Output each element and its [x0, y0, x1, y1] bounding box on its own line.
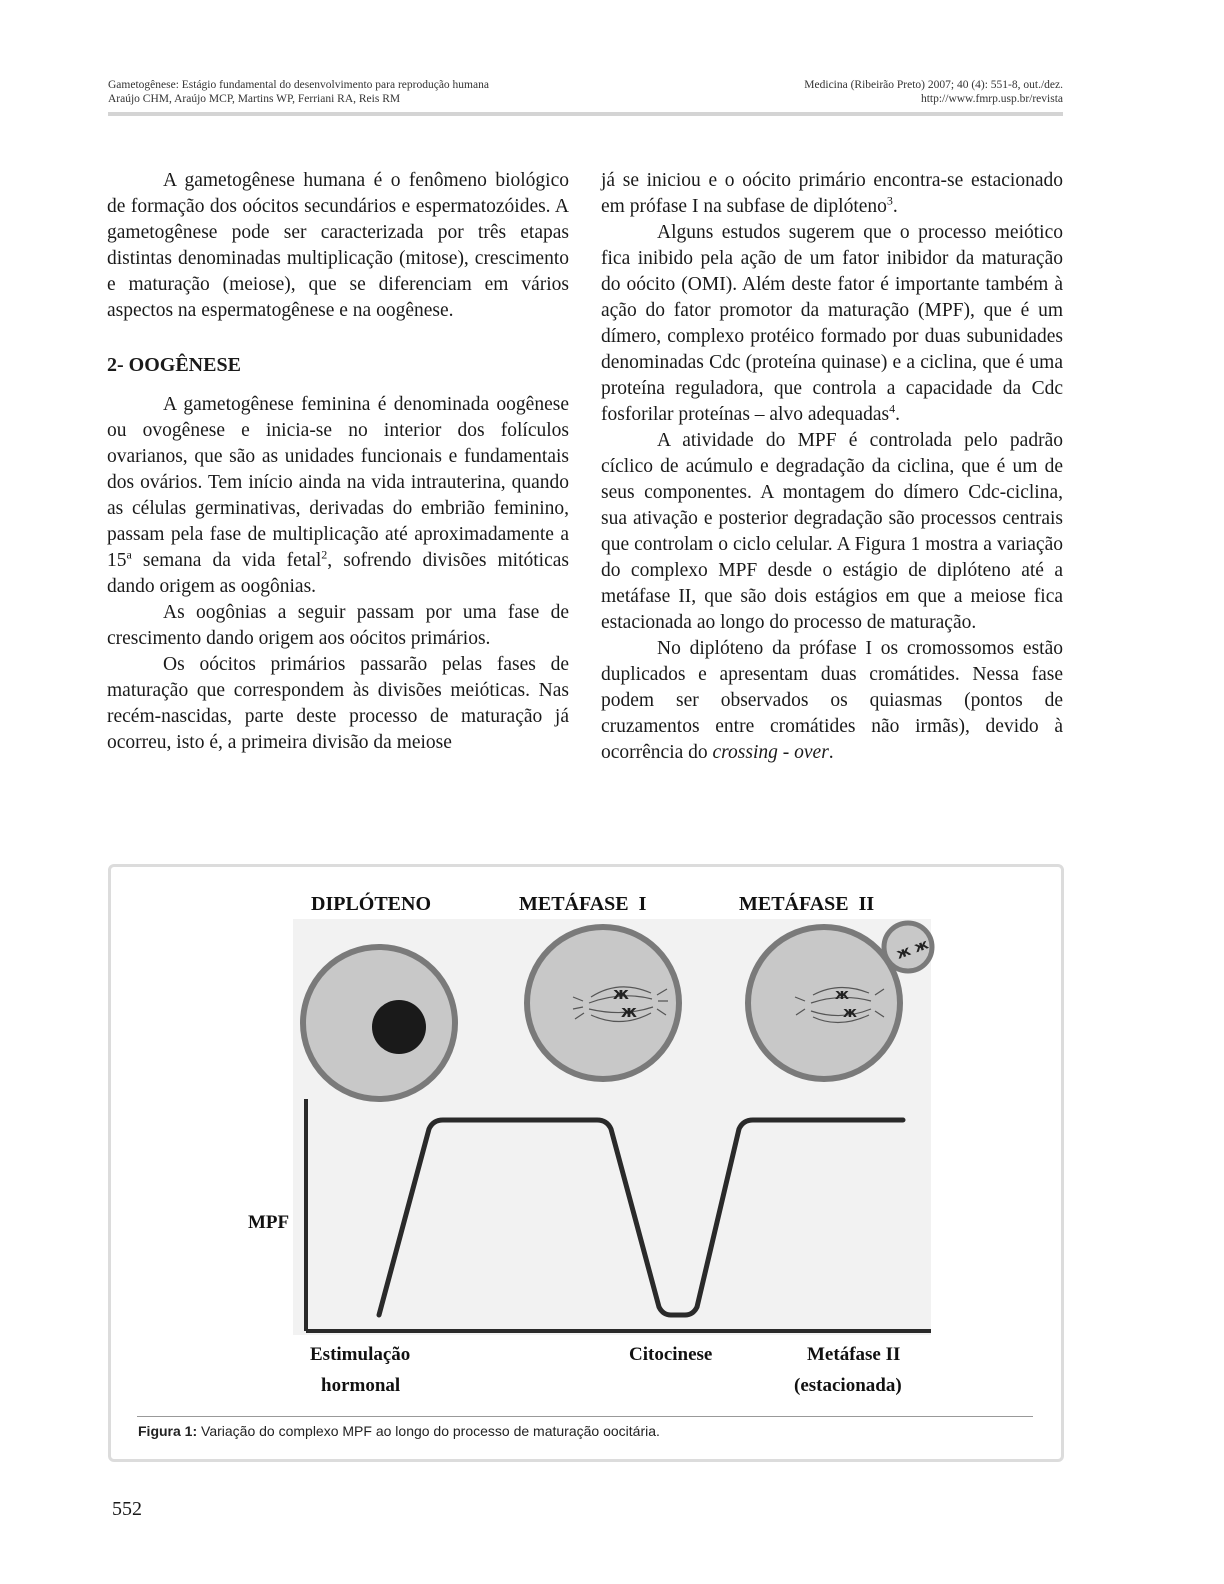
- axis-label-mpf: MPF: [248, 1212, 290, 1233]
- citation-ref: 4: [889, 401, 896, 416]
- header-right: [804, 78, 1063, 106]
- svg-text:ж ж: ж ж: [894, 936, 931, 963]
- right-column: [601, 168, 1063, 766]
- page-number: 552: [112, 1498, 142, 1520]
- stage-label-metafase-2: METÁFASE II: [739, 893, 875, 915]
- cell-metafase-1: [527, 927, 679, 1079]
- chromosome-glyph: ж: [843, 1005, 857, 1021]
- x-label-metafase-2: Metáfase II: [807, 1344, 901, 1365]
- caption-rule: [137, 1416, 1033, 1417]
- paragraph-oocitos: Os oócitos primários passarão pelas fases de maturação que correspondem às divisões meióticas. Nas recém-nascidas, parte deste processo de maturação já ocorreu, isto é, a primeira divisão da meiose: [107, 654, 569, 753]
- figure-1: [108, 864, 1064, 1462]
- paragraph-oogenese: A gametogênese feminina é denominada oogênese ou ovogênese e inicia-se no interior dos folículos ovarianos, que são as unidades funcionais e fundamentais dos ovários. Tem início ainda na vida intrauterina, quando as células germinativas, derivadas do embrião feminino, passam pela fase de multiplicação até aproximadamente a 15$^a$ semana da vida fetal$^2$, sofrendo divisões mitóticas dando origem as oogônias.: [107, 394, 570, 597]
- paragraph-diploteno: No diplóteno da prófase I os cromossomos estão duplicados e apresentam duas cromátides. Nessa fase podem ser observados os quiasmas (pontos de cruzamentos entre cromátides não irmãs), devido à ocorrência do crossing - over.: [601, 638, 1063, 763]
- header-authors: Araújo CHM, Araújo MCP, Martins WP, Ferriani RA, Reis RM: [108, 93, 401, 105]
- header-url[interactable]: http://www.fmrp.usp.br/revista: [920, 93, 1063, 105]
- citation-ref: 3: [886, 193, 893, 208]
- left-column: [107, 168, 569, 756]
- x-label-citocinese: Citocinese: [629, 1344, 713, 1365]
- chromosome-glyph: ж: [621, 1002, 637, 1021]
- polar-body: [884, 923, 932, 971]
- cell-diploteno: [303, 947, 455, 1099]
- header-left: [108, 78, 489, 106]
- stage-label-metafase-1: METÁFASE I: [519, 893, 647, 915]
- chromosome-glyph: ж: [835, 987, 849, 1003]
- running-header: [108, 78, 1063, 116]
- paragraph-oogonias: As oogônias a seguir passam por uma fase de crescimento dando origem aos oócitos primários.: [107, 602, 569, 649]
- paragraph-intro: A gametogênese humana é o fenômeno biológico de formação dos oócitos secundários e espermatozóides. A gametogênese pode ser caracterizada por três etapas distintas denominadas multiplicação (mitose), crescimento e maturação (meiose), que se diferenciam em vários aspectos na espermatogênese e na oogênese.: [107, 170, 569, 321]
- paragraph-mpf: Alguns estudos sugerem que o processo meiótico fica inibido pela ação de um fator inibidor da maturação do oócito (OMI). Além deste fator é importante também à ação do fator promotor da maturação (MPF), que é um dímero, complexo protéico formado por duas subunidades denominadas Cdc (proteína quinase) e a ciclina, que é uma proteína reguladora, que controla a capacidade da Cdc fosforilar proteínas – alvo adequadas$^4$.: [601, 222, 1063, 425]
- x-label-estimulacao: Estimulação: [310, 1344, 411, 1365]
- stage-label-diploteno: DIPLÓTENO: [311, 893, 432, 915]
- paragraph-continuation: já se iniciou e o oócito primário encontra-se estacionado em prófase I na subfase de diplóteno$^3$.: [601, 170, 1063, 217]
- figure-caption: Figura 1: Variação do complexo MPF ao longo do processo de maturação oocitária.: [138, 1423, 660, 1439]
- chromosome-glyph: ж: [613, 984, 629, 1003]
- paragraph-mpf-activity: A atividade do MPF é controlada pelo padrão cíclico de acúmulo e degradação da ciclina, que é um de seus componentes. A montagem do dímero Cdc-ciclina, sua ativação e posterior degradação são processos centrais que controlam o ciclo celular. A Figura 1 mostra a variação do complexo MPF desde o estágio de diplóteno até a metáfase II, que são dois estágios em que a meiose fica estacionada ao longo do processo de maturação.: [601, 430, 1063, 633]
- header-journal: Medicina (Ribeirão Preto) 2007; 40 (4): 551-8, out./dez.: [804, 79, 1063, 91]
- nucleus: [372, 1000, 426, 1054]
- citation-ref: 2: [321, 547, 328, 562]
- header-article-title: Gametogênese: Estágio fundamental do desenvolvimento para reprodução humana: [108, 79, 489, 91]
- x-label-hormonal: hormonal: [321, 1375, 401, 1396]
- figure-1-illustration: [111, 867, 1061, 1459]
- x-label-estacionada: (estacionada): [794, 1375, 902, 1396]
- section-heading-oogenese: 2- OOGÊNESE: [107, 354, 241, 376]
